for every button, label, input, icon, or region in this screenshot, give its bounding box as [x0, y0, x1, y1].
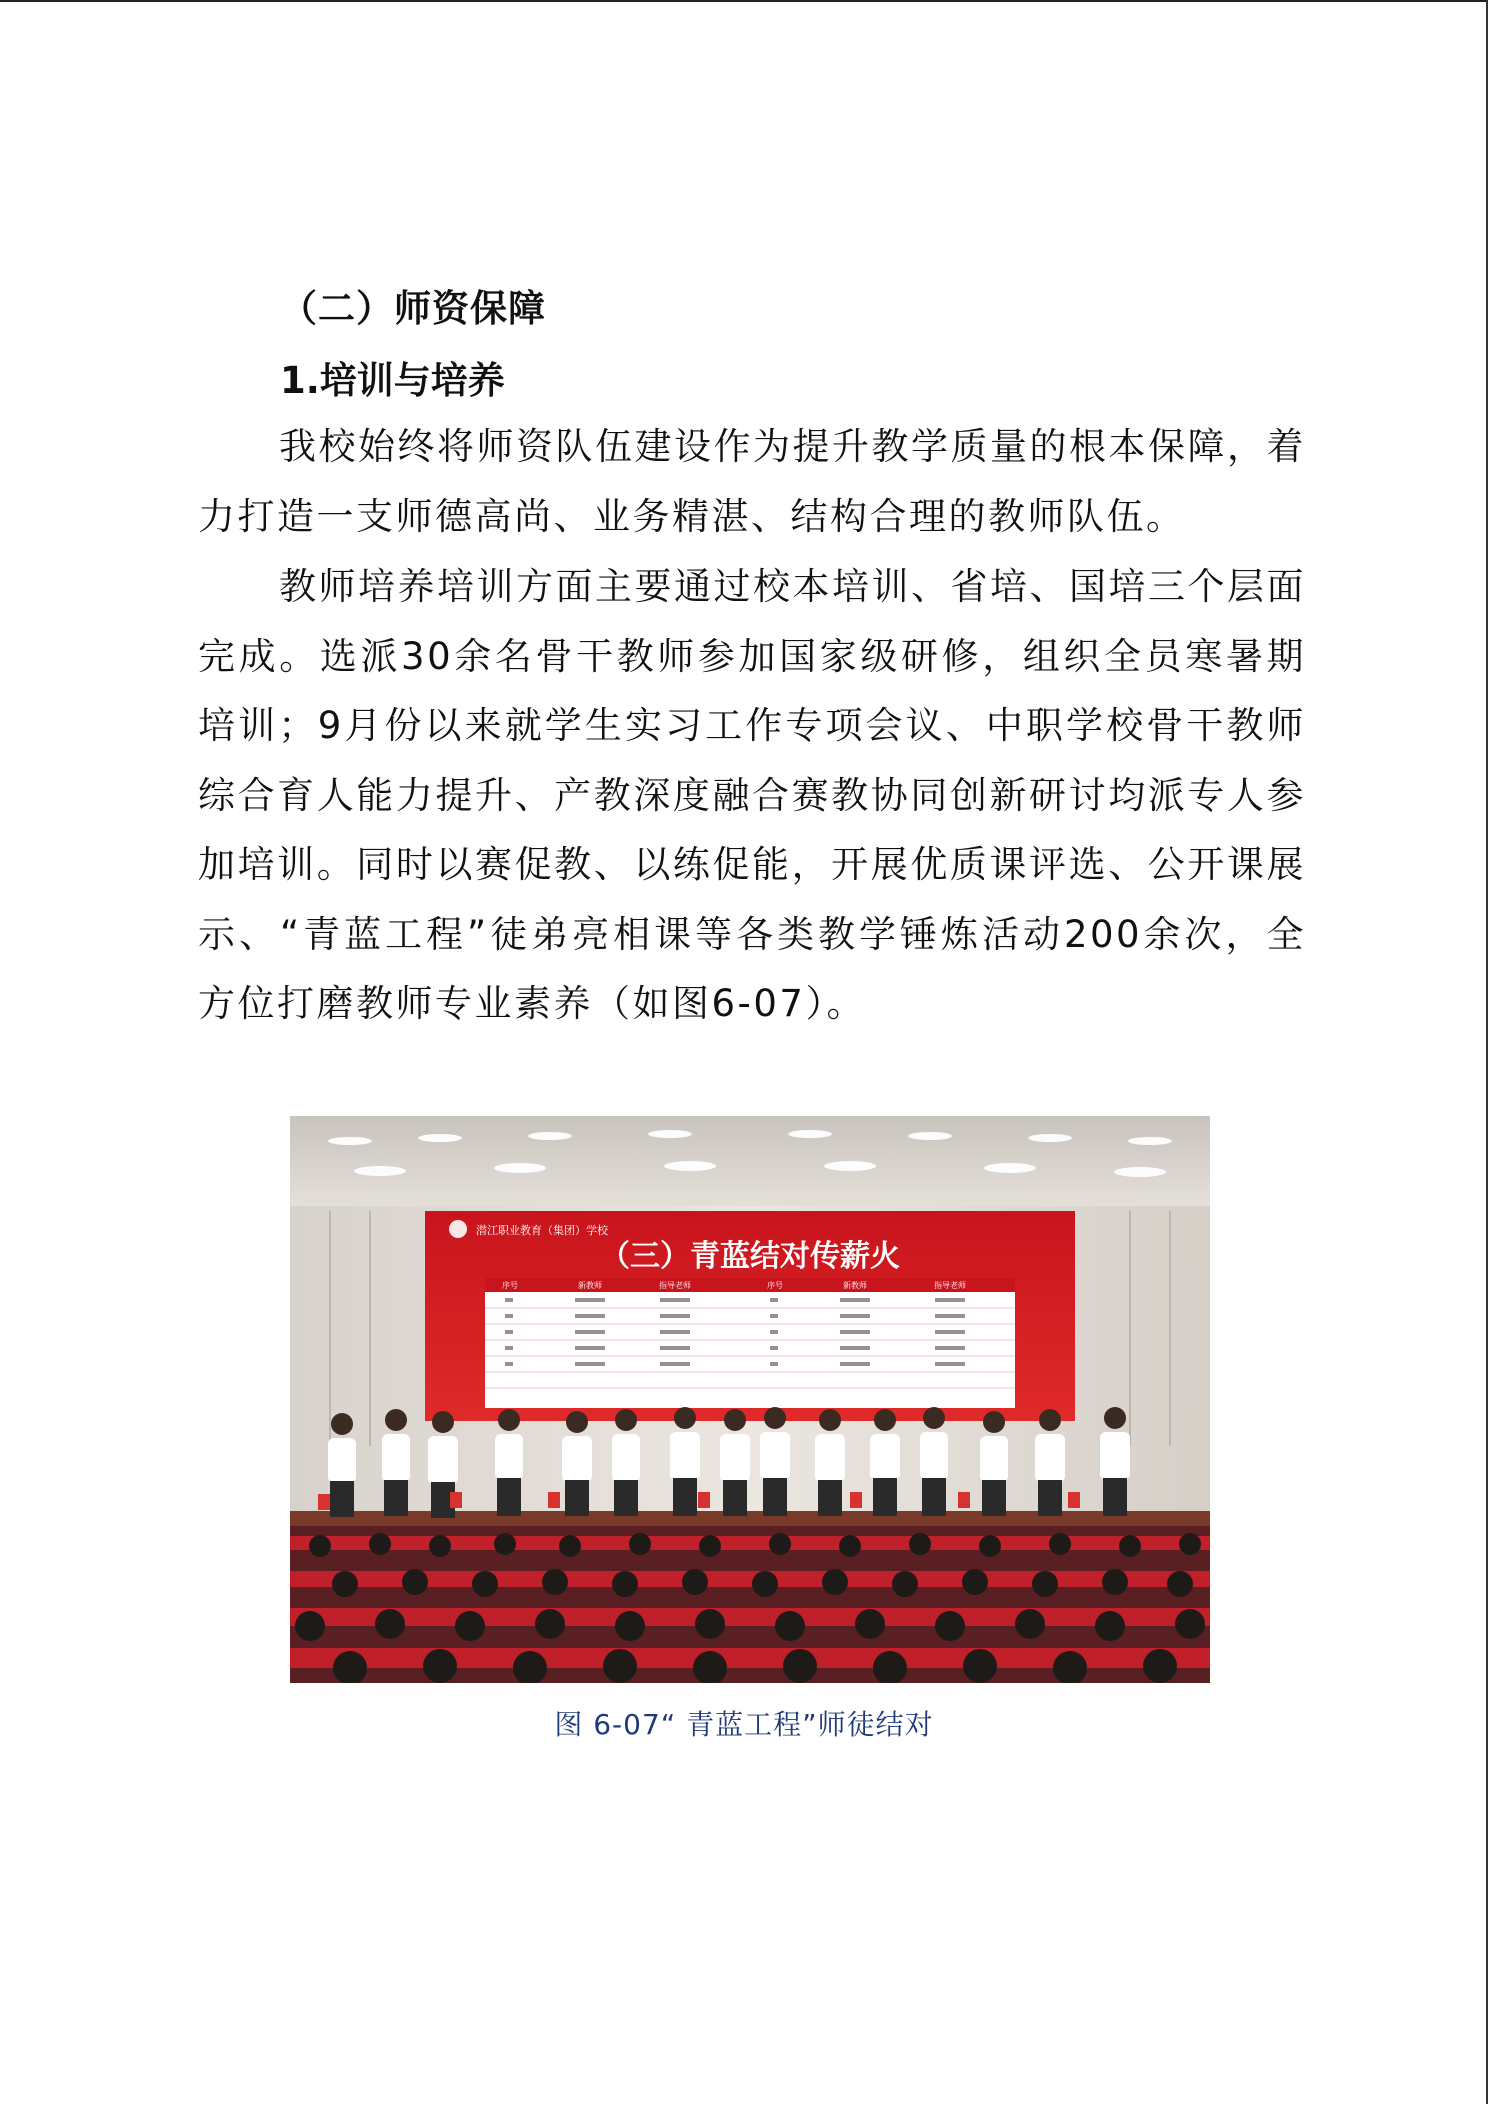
stage-photo-illustration — [290, 1116, 1210, 1683]
page-top-border — [0, 0, 1488, 2]
table-header-2: 新教师 — [578, 1281, 602, 1290]
figure-caption: 图 6-07“ 青蓝工程”师徒结对 — [554, 1708, 934, 1741]
table-header-4: 序号 — [767, 1281, 783, 1290]
table-header-1: 序号 — [502, 1281, 518, 1290]
section-title: （二）师资保障 — [280, 287, 546, 330]
table-header-6: 指导老师 — [934, 1281, 966, 1290]
paragraph-1: 我校始终将师资队伍建设作为提升教学质量的根本保障，着力打造一支师德高尚、业务精湛、结构合理的教师队伍。 — [198, 425, 1306, 538]
screen-logo-text: 潜江职业教育（集团）学校 — [476, 1224, 608, 1237]
screen-title: （三）青蓝结对传薪火 — [600, 1239, 900, 1274]
paragraph-2: 教师培养培训方面主要通过校本培训、省培、国培三个层面完成。选派30余名骨干教师参加国家级研修，组织全员寒暑期培训；9月份以来就学生实习工作专项会议、中职学校骨干教师综合育人能力提升、产教深度融合赛教协同创新研讨均派专人参加培训。同时以赛促教、以练促能，开展优质课评选、公开课展示、“青蓝工程”徒弟亮相课等各类教学锤炼活动200余次，全方位打磨教师专业素养（如图6-07）。 — [198, 565, 1306, 1025]
table-header-5: 新教师 — [843, 1281, 867, 1290]
subsection-title: 1.培训与培养 — [280, 359, 505, 402]
figure-photo — [290, 1116, 1210, 1683]
table-header-3: 指导老师 — [659, 1281, 691, 1290]
